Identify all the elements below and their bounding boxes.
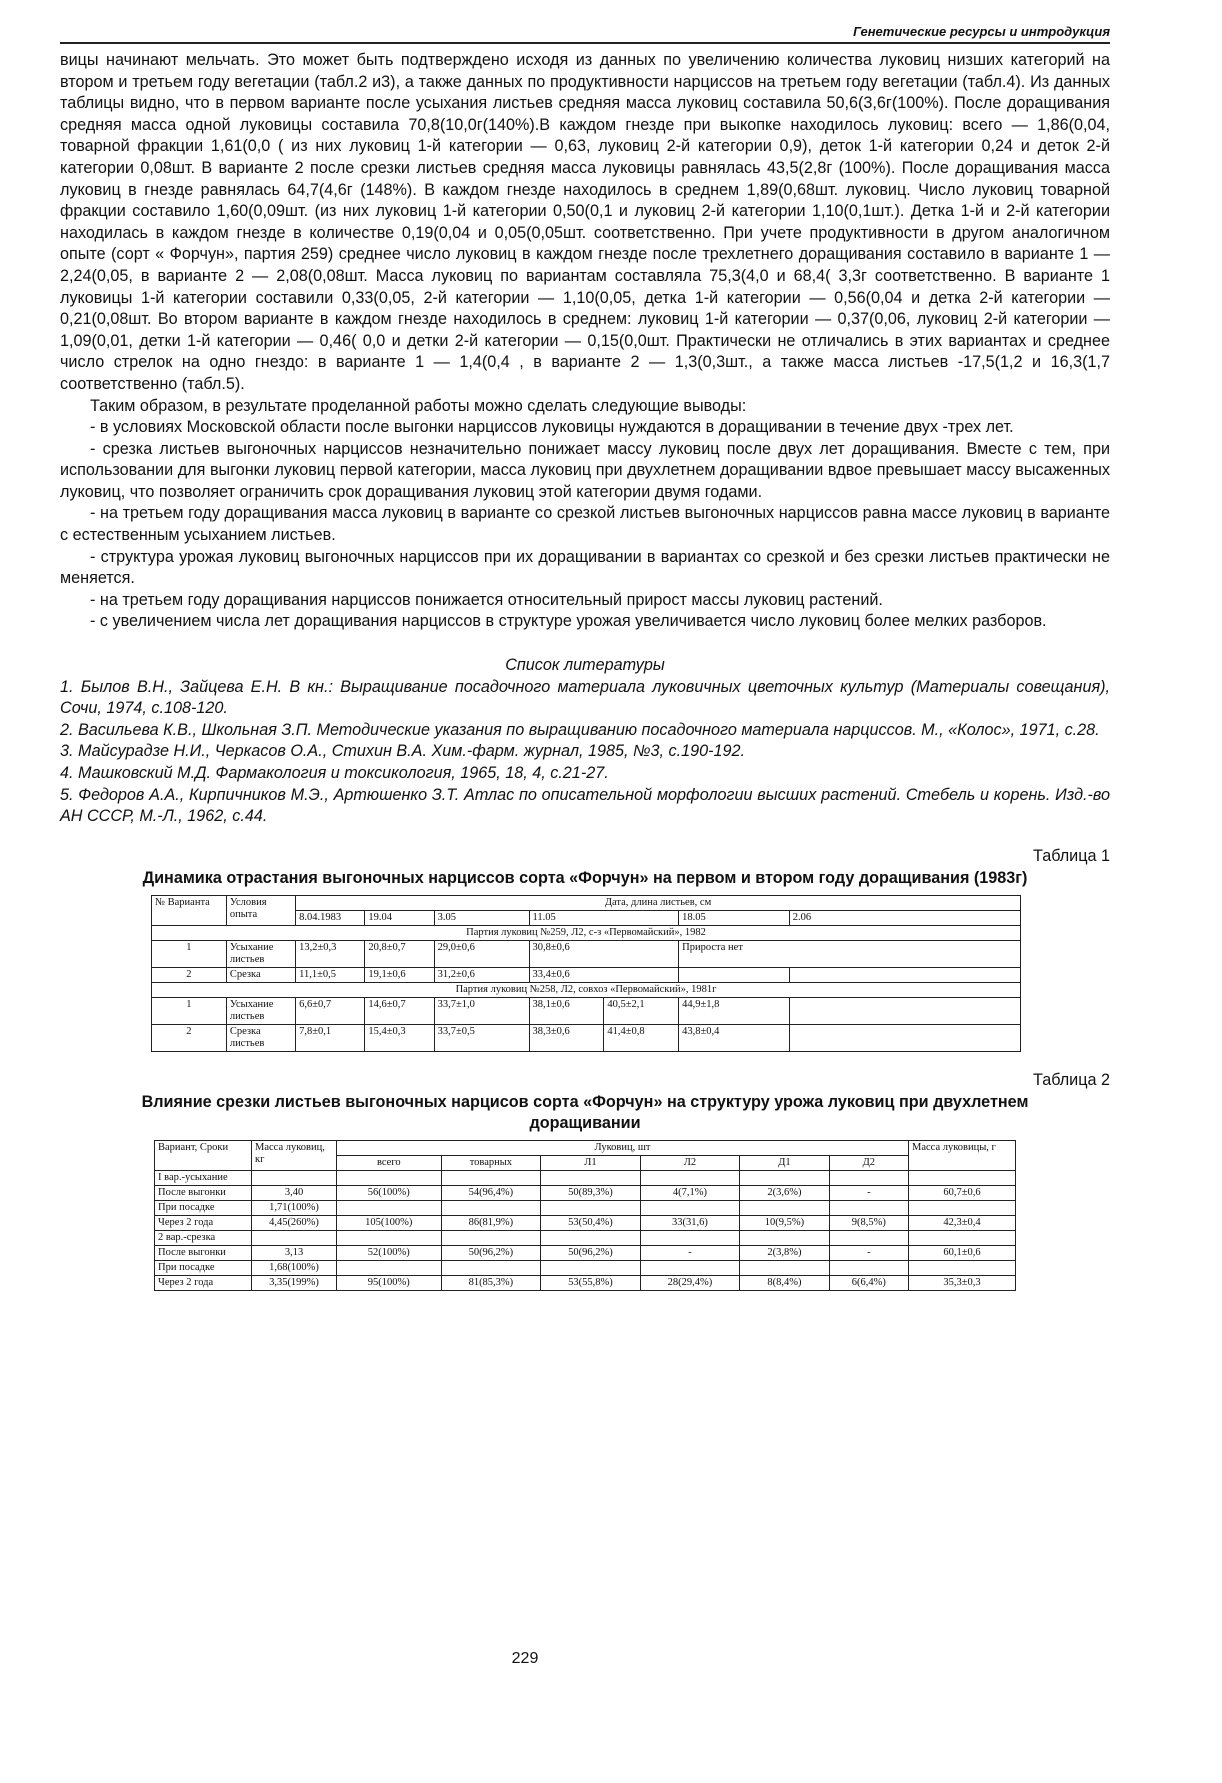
reference-item: 3. Майсурадзе Н.И., Черкасов О.А., Стихин В.А. Хим.-фарм. журнал, 1985, №3, с.190-192. — [60, 742, 745, 761]
table-cell: 13,2±0,3 — [296, 940, 365, 967]
table-cell: 2 вар.-срезка — [155, 1230, 252, 1245]
table-cell — [640, 1260, 740, 1275]
conclusion-item: - структура урожая луковиц выгоночных нарциссов при их доращивании в вариантах со срезкой и без срезки листьев практически не меняется. — [60, 547, 1110, 588]
table-cell: Луковиц, шт — [337, 1140, 909, 1155]
table-row — [152, 1024, 1021, 1051]
table-cell: 14,6±0,7 — [365, 997, 434, 1024]
table-cell: всего — [337, 1155, 442, 1170]
table-cell — [337, 1260, 442, 1275]
conclusion-item: - срезка листьев выгоночных нарциссов незначительно понижает массу луковиц после двух лет доращивания. Вместе с тем, при использовании для выгонки луковиц первой категории, масса луковиц при двухлетнем доращивании вдвое превышает массу высаженных луковиц, что позволяет ограничить срок доращивания луковиц этой категории двумя годами. — [60, 439, 1110, 501]
table-cell: 86(81,9%) — [441, 1215, 541, 1230]
running-head: Генетические ресурсы и интродукция — [60, 24, 1110, 44]
table-cell — [789, 1024, 1020, 1051]
table-cell: 1 — [152, 997, 227, 1024]
table-cell: 105(100%) — [337, 1215, 442, 1230]
table-cell — [441, 1230, 541, 1245]
table-cell — [829, 1260, 908, 1275]
table-cell: 29,0±0,6 — [434, 940, 529, 967]
table-cell — [789, 967, 1020, 982]
body-text — [60, 50, 1110, 633]
table-cell — [541, 1260, 641, 1275]
table-cell: После выгонки — [155, 1185, 252, 1200]
table-cell — [909, 1170, 1016, 1185]
table-cell: 3.05 — [434, 910, 529, 925]
table-cell: - — [829, 1185, 908, 1200]
table-cell — [441, 1170, 541, 1185]
table-cell: Через 2 года — [155, 1275, 252, 1290]
table-cell — [909, 1260, 1016, 1275]
table-cell: Дата, длина листьев, см — [296, 895, 1021, 910]
page-number: 229 — [511, 1650, 539, 1667]
table-cell: 41,4±0,8 — [604, 1024, 679, 1051]
table-cell: Срезка листьев — [226, 1024, 295, 1051]
table-cell: 3,35(199%) — [252, 1275, 337, 1290]
table-cell: Вариант, Сроки — [155, 1140, 252, 1170]
table-cell — [829, 1230, 908, 1245]
reference-item: 5. Федоров А.А., Кирпичников М.Э., Артюшенко З.Т. Атлас по описательной морфологии высших растений. Стебель и корень. Изд.-во АН СССР, М.-Л., 1962, с.44. — [60, 785, 1110, 826]
table-cell: 33(31,6) — [640, 1215, 740, 1230]
table-cell: 50(96,2%) — [441, 1245, 541, 1260]
table-cell: Усыхание листьев — [226, 997, 295, 1024]
table-cell: товарных — [441, 1155, 541, 1170]
table-cell: Усыхание листьев — [226, 940, 295, 967]
table-cell: I вар.-усыхание — [155, 1170, 252, 1185]
table-cell — [441, 1260, 541, 1275]
table-cell: 6(6,4%) — [829, 1275, 908, 1290]
table-cell: 56(100%) — [337, 1185, 442, 1200]
table-row — [155, 1260, 1016, 1275]
table-cell: 15,4±0,3 — [365, 1024, 434, 1051]
table-cell: 8(8,4%) — [740, 1275, 829, 1290]
paragraph: вицы начинают мельчать. Это может быть подтверждено исходя из данных по увеличению количества луковиц низших категорий на втором и третьем году вегетации (табл.2 и3), а также данных по продуктивности нарциссов на третьем году вегетации (табл.4). Из данных таблицы видно, что в первом варианте после усыхания листьев средняя масса луковиц составила 50,6(3,6г(100%). После доращивания средняя масса одной луковицы составила 70,8(10,0г(140%).В каждом гнезде при выкопке находилось луковиц: всего — 1,86(0,04, товарной фракции 1,61(0,0 ( из них луковиц 1-й категории — 0,63, луковиц 2-й категории 0,9), деток 1-й категории 0,24 и деток 2-й категории 0,08шт. В варианте 2 после срезки листьев средняя масса луковицы равнялась 43,5(2,8г (100%). После доращивания масса луковиц в гнезде равнялась 64,7(4,6г (148%). В каждом гнезде находилось в среднем 1,89(0,68шт. луковиц. Число луковиц товарной фракции составило 1,60(0,09шт. (из них луковиц 1-й категории 0,50(0,1 и луковиц 2-й категории 1,10(0,1шт.). Детка 1-й и 2-й категории находилась в каждом гнезде в количестве 0,19(0,04 и 0,05(0,05шт. соответственно. При учете продуктивности в другом аналогичном опыте (сорт « Форчун», партия 259) среднее число луковиц в каждом гнезде после трехлетнего доращивания составило в варианте 1 — 2,24(0,05, в варианте 2 — 2,08(0,08шт. Масса луковиц по вариантам составляла 75,3(4,0 и 68,4( 3,3г соответственно. В варианте 1 луковицы 1-й категории составили 0,33(0,05, 2-й категории — 1,10(0,05, детка 1-й категории — 0,56(0,04 и детка 2-й категории — 0,21(0,08шт. Во втором варианте в каждом гнезде находилось в среднем: луковиц 1-й категории — 0,37(0,06, луковиц 2-й категории — 1,09(0,01, детки 1-й категории — 0,46( 0,0 и детки 2-й категории — 0,15(0,0шт. Практически не отличались в этих вариантах и среднее число стрелок на одно гнездо: в варианте 1 — 1,4(0,4 , в варианте 2 — 1,3(0,3шт., а также масса листьев -17,5(1,2 и 16,3(1,7 соответственно (табл.5). — [60, 51, 1110, 393]
table-cell: - — [829, 1245, 908, 1260]
table-cell — [640, 1230, 740, 1245]
table-cell: 33,7±0,5 — [434, 1024, 529, 1051]
table-cell: 2 — [152, 967, 227, 982]
table-row — [155, 1170, 1016, 1185]
table-cell: 2.06 — [789, 910, 1020, 925]
table-cell: 42,3±0,4 — [909, 1215, 1016, 1230]
table-cell — [640, 1200, 740, 1215]
table-cell: Через 2 года — [155, 1215, 252, 1230]
table-row — [155, 1200, 1016, 1215]
conclusion-item: - с увеличением числа лет доращивания нарциссов в структуре урожая увеличивается число луковиц более мелких разборов. — [90, 612, 1047, 631]
table-cell — [252, 1170, 337, 1185]
table-cell: Партия луковиц №258, Л2, совхоз «Первомайский», 1981г — [152, 982, 1021, 997]
table-cell: 43,8±0,4 — [679, 1024, 790, 1051]
table-cell — [740, 1200, 829, 1215]
table-cell — [640, 1170, 740, 1185]
table-cell: 40,5±2,1 — [604, 997, 679, 1024]
table-cell: 44,9±1,8 — [679, 997, 790, 1024]
table-cell: 2 — [152, 1024, 227, 1051]
table-cell: 20,8±0,7 — [365, 940, 434, 967]
table-row — [155, 1215, 1016, 1230]
reference-item: 4. Машковский М.Д. Фармакология и токсикология, 1965, 18, 4, с.21-27. — [60, 764, 609, 782]
table-header-row — [155, 1140, 1016, 1155]
table-cell: 1,71(100%) — [252, 1200, 337, 1215]
table-cell: 53(55,8%) — [541, 1275, 641, 1290]
table-cell: 8.04.1983 — [296, 910, 365, 925]
table-cell: 1,68(100%) — [252, 1260, 337, 1275]
table-cell — [909, 1200, 1016, 1215]
table-cell: 31,2±0,6 — [434, 967, 529, 982]
table-cell: 19,1±0,6 — [365, 967, 434, 982]
table-row — [155, 1275, 1016, 1290]
table-cell — [541, 1230, 641, 1245]
table-cell: Партия луковиц №259, Л2, с-з «Первомайский», 1982 — [152, 925, 1021, 940]
table2-label: Таблица 2 — [1033, 1070, 1110, 1089]
table-cell: 53(50,4%) — [541, 1215, 641, 1230]
table2-body — [155, 1170, 1016, 1290]
table-cell — [441, 1200, 541, 1215]
table-cell — [829, 1170, 908, 1185]
table-cell: 2(3,8%) — [740, 1245, 829, 1260]
reference-item: 1. Былов В.Н., Зайцева Е.Н. В кн.: Выращивание посадочного материала луковичных цветочных культур (Материалы совещания), Сочи, 1974, с.108-120. — [60, 677, 1110, 718]
table-cell — [740, 1170, 829, 1185]
table-cell: 33,7±1,0 — [434, 997, 529, 1024]
table-cell — [337, 1200, 442, 1215]
table-cell: 11,1±0,5 — [296, 967, 365, 982]
table-cell: 19.04 — [365, 910, 434, 925]
table-cell — [541, 1170, 641, 1185]
table-cell: Срезка — [226, 967, 295, 982]
table-cell: 4,45(260%) — [252, 1215, 337, 1230]
table-cell: 7,8±0,1 — [296, 1024, 365, 1051]
table-row — [155, 1245, 1016, 1260]
table-cell: 52(100%) — [337, 1245, 442, 1260]
table-cell: Л2 — [640, 1155, 740, 1170]
table-cell: - — [640, 1245, 740, 1260]
table-row — [152, 940, 1021, 967]
conclusion-item: - в условиях Московской области после выгонки нарциссов луковицы нуждаются в доращивании в течение двух -трех лет. — [90, 418, 1014, 437]
table-cell: 28(29,4%) — [640, 1275, 740, 1290]
table-cell: 54(96,4%) — [441, 1185, 541, 1200]
table1-label: Таблица 1 — [1033, 846, 1110, 865]
table1 — [151, 895, 1021, 1052]
references-title: Список литературы — [505, 656, 665, 675]
table-cell: 1 — [152, 940, 227, 967]
table-cell: 3,13 — [252, 1245, 337, 1260]
table-cell: 50(96,2%) — [541, 1245, 641, 1260]
table-cell: 3,40 — [252, 1185, 337, 1200]
table-cell: 81(85,3%) — [441, 1275, 541, 1290]
table2-title: Влияние срезки листьев выгоночных нарцисов сорта «Форчун» на структуру урожа луковиц при двухлетнем доращивании — [141, 1092, 1029, 1132]
table-cell: 95(100%) — [337, 1275, 442, 1290]
table-row — [155, 1185, 1016, 1200]
table-cell: 38,3±0,6 — [529, 1024, 604, 1051]
table-cell: 38,1±0,6 — [529, 997, 604, 1024]
table-cell: Л1 — [541, 1155, 641, 1170]
table-cell: Прироста нет — [679, 940, 1021, 967]
table-row — [152, 997, 1021, 1024]
reference-item: 2. Васильева К.В., Школьная З.П. Методические указания по выращиванию посадочного материала нарциссов. М., «Колос», 1971, с.28. — [60, 720, 1100, 739]
table-cell: При посадке — [155, 1200, 252, 1215]
table-cell: 11.05 — [529, 910, 679, 925]
table-cell: 9(8,5%) — [829, 1215, 908, 1230]
table-cell — [740, 1260, 829, 1275]
table-cell — [541, 1200, 641, 1215]
references-list — [60, 677, 1110, 828]
table-cell — [909, 1230, 1016, 1245]
table-cell — [337, 1170, 442, 1185]
table-cell: Условия опыта — [226, 895, 295, 925]
table-cell: 6,6±0,7 — [296, 997, 365, 1024]
paragraph: Таким образом, в результате проделанной работы можно сделать следующие выводы: — [90, 396, 747, 415]
table-cell: Д1 — [740, 1155, 829, 1170]
table-cell — [679, 967, 790, 982]
table-cell — [252, 1230, 337, 1245]
table-row — [152, 967, 1021, 982]
table-group-row — [152, 982, 1021, 997]
table-cell: 4(7,1%) — [640, 1185, 740, 1200]
table-cell: 60,7±0,6 — [909, 1185, 1016, 1200]
table-cell: 50(89,3%) — [541, 1185, 641, 1200]
table-cell — [829, 1200, 908, 1215]
table-cell — [337, 1230, 442, 1245]
table-row — [155, 1230, 1016, 1245]
table-cell: 18.05 — [679, 910, 790, 925]
table-cell: 30,8±0,6 — [529, 940, 679, 967]
table-cell: Масса луковиц, кг — [252, 1140, 337, 1170]
conclusion-item: - на третьем году доращивания масса луковиц в варианте со срезкой листьев выгоночных нарциссов равна массе луковиц в варианте с естественным усыханием листьев. — [60, 504, 1110, 545]
table-group-row — [152, 925, 1021, 940]
page — [60, 24, 1110, 1291]
table-cell: 60,1±0,6 — [909, 1245, 1016, 1260]
table-cell: 2(3,6%) — [740, 1185, 829, 1200]
table-cell: После выгонки — [155, 1245, 252, 1260]
table2 — [154, 1140, 1016, 1291]
table-cell: 33,4±0,6 — [529, 967, 679, 982]
table-cell: 10(9,5%) — [740, 1215, 829, 1230]
table-cell — [789, 997, 1020, 1024]
table-header-row — [152, 895, 1021, 910]
conclusion-item: - на третьем году доращивания нарциссов понижается относительный прирост массы луковиц растений. — [90, 590, 883, 609]
table1-title: Динамика отрастания выгоночных нарциссов сорта «Форчун» на первом и втором году доращивания (1983г) — [142, 868, 1028, 887]
table-cell: Д2 — [829, 1155, 908, 1170]
table-cell: Масса луковицы, г — [909, 1140, 1016, 1170]
table-cell — [740, 1230, 829, 1245]
table-cell: 35,3±0,3 — [909, 1275, 1016, 1290]
table-cell: № Варианта — [152, 895, 227, 925]
table-cell: При посадке — [155, 1260, 252, 1275]
